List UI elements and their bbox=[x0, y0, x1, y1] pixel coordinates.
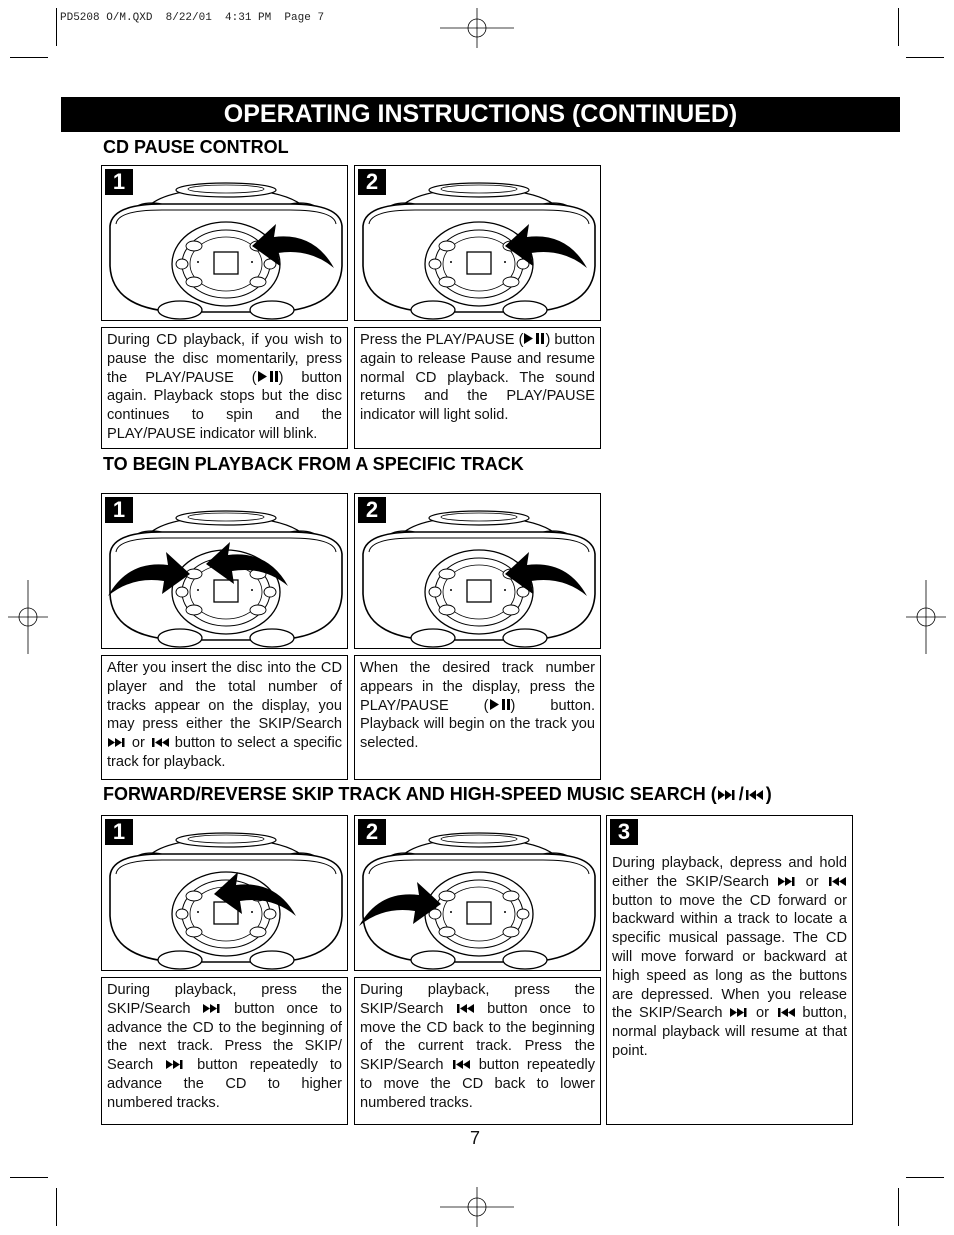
crop-mark bbox=[898, 8, 899, 46]
skip-forward-icon bbox=[165, 1059, 185, 1070]
instruction-text: During playback, depress and hold either the SKIP/Search bbox=[612, 855, 847, 890]
skip-forward-icon bbox=[777, 876, 797, 887]
crop-mark bbox=[56, 1188, 57, 1226]
heading-text: FORWARD/REVERSE SKIP TRACK AND HIGH-SPEED MUSIC SEARCH ( bbox=[103, 784, 717, 804]
heading-text: / bbox=[738, 784, 744, 804]
step-number: 2 bbox=[358, 819, 386, 845]
instruction-text: ) button again to release Pause and resume normal CD playback. The sound returns and the PLAY/PAUSE indicator will light solid. bbox=[360, 332, 595, 424]
skip-forward-icon bbox=[729, 1007, 749, 1018]
page-number: 7 bbox=[470, 1128, 481, 1148]
instruction-text: Press the PLAY/PAUSE ( bbox=[360, 332, 524, 348]
skip-forward-icon bbox=[202, 1003, 222, 1014]
crop-mark bbox=[10, 1177, 48, 1178]
page-banner: OPERATING INSTRUCTIONS (CONTINUED) bbox=[61, 97, 900, 132]
instruction-text: or bbox=[127, 735, 150, 752]
illustration-skip-step-1 bbox=[101, 815, 348, 971]
skip-back-icon bbox=[150, 737, 170, 748]
instruction-text: button to select a specific track for playback. bbox=[107, 735, 342, 770]
illustration-pause-step-2 bbox=[354, 165, 601, 321]
text-skip-step-1 bbox=[101, 977, 348, 1125]
registration-mark bbox=[8, 580, 48, 654]
text-skip-step-3 bbox=[606, 815, 853, 1125]
instruction-text: button to move the CD forward or backward within a track to locate a specific musical passage. The CD will move forward or backward at high speed as long as the buttons are depressed. When you release the SKIP/Search bbox=[612, 892, 847, 1022]
instruction-text: button, normal playback will resume at that point. bbox=[612, 1005, 848, 1059]
text-pause-step-2 bbox=[354, 327, 601, 449]
boombox-illustration bbox=[355, 166, 601, 321]
crop-mark bbox=[906, 1177, 944, 1178]
instruction-text: or bbox=[749, 1005, 776, 1022]
instruction-text: When the desired track number appears in the display, press the PLAY/PAUSE ( bbox=[360, 660, 595, 714]
illustration-pause-step-1 bbox=[101, 165, 348, 321]
heading-cd-pause-control: CD PAUSE CONTROL bbox=[103, 137, 289, 157]
play-pause-icon bbox=[257, 370, 279, 383]
instruction-text: During CD playback, if you wish to pause the disc momentarily, press the PLAY/PAUSE ( bbox=[107, 332, 342, 386]
instruction-text: During playback, press the SKIP/Search bbox=[360, 982, 595, 1017]
skip-forward-icon bbox=[107, 737, 127, 748]
text-skip-step-2 bbox=[354, 977, 601, 1125]
instruction-text: ) button. Playback will begin on the track you selected. bbox=[360, 697, 595, 752]
print-slug: PD5208 O/M.QXD 8/22/01 4:31 PM Page 7 bbox=[60, 12, 325, 24]
boombox-illustration bbox=[102, 494, 348, 649]
instruction-text: ) button again. Playback stops but the disc continues to spin and the PLAY/PAUSE indicator will blink. bbox=[107, 369, 342, 442]
text-pause-step-1 bbox=[101, 327, 348, 449]
skip-back-icon bbox=[827, 876, 847, 887]
boombox-illustration bbox=[102, 816, 348, 971]
registration-mark bbox=[440, 8, 514, 48]
instruction-text: button once to move the CD back to the beginning of the current track. Press the SKIP/Search bbox=[360, 1000, 595, 1074]
instruction-text: After you insert the disc into the CD player and the total number of tracks appear on the display, you may press either the SKIP/Search bbox=[107, 660, 342, 733]
heading-text: ) bbox=[765, 784, 772, 804]
step-number: 1 bbox=[105, 169, 133, 195]
boombox-illustration bbox=[355, 816, 601, 971]
registration-mark bbox=[440, 1187, 514, 1227]
skip-back-icon bbox=[455, 1003, 475, 1014]
text-track-step-1 bbox=[101, 655, 348, 780]
boombox-illustration bbox=[102, 166, 348, 321]
crop-mark bbox=[56, 8, 57, 46]
step-number: 1 bbox=[105, 819, 133, 845]
heading-specific-track: TO BEGIN PLAYBACK FROM A SPECIFIC TRACK bbox=[103, 454, 524, 474]
step-number: 2 bbox=[358, 497, 386, 523]
text-track-step-2 bbox=[354, 655, 601, 780]
play-pause-icon bbox=[523, 332, 545, 345]
play-pause-icon bbox=[489, 698, 511, 711]
skip-back-icon bbox=[776, 1007, 796, 1018]
crop-mark bbox=[10, 57, 48, 58]
instruction-text: button repeatedly to move the CD back to lower numbered tracks. bbox=[360, 1057, 595, 1111]
heading-skip-search bbox=[103, 784, 772, 805]
instruction-text: button repeatedly to advance the CD to higher numbered tracks. bbox=[107, 1057, 343, 1111]
boombox-illustration bbox=[355, 494, 601, 649]
crop-mark bbox=[898, 1188, 899, 1226]
step-number: 2 bbox=[358, 169, 386, 195]
instruction-text: button once to advance the CD to the beginning of the next track. Press the SKIP/ Search bbox=[107, 1000, 342, 1074]
illustration-skip-step-2 bbox=[354, 815, 601, 971]
illustration-track-step-2 bbox=[354, 493, 601, 649]
registration-mark bbox=[906, 580, 946, 654]
skip-back-icon bbox=[744, 789, 766, 801]
crop-mark bbox=[906, 57, 944, 58]
illustration-track-step-1 bbox=[101, 493, 348, 649]
instruction-text: During playback, press the SKIP/Search bbox=[107, 982, 342, 1017]
skip-back-icon bbox=[451, 1059, 471, 1070]
step-number: 1 bbox=[105, 497, 133, 523]
instruction-text: or bbox=[797, 873, 827, 890]
step-number: 3 bbox=[610, 819, 638, 845]
skip-forward-icon bbox=[717, 789, 739, 801]
